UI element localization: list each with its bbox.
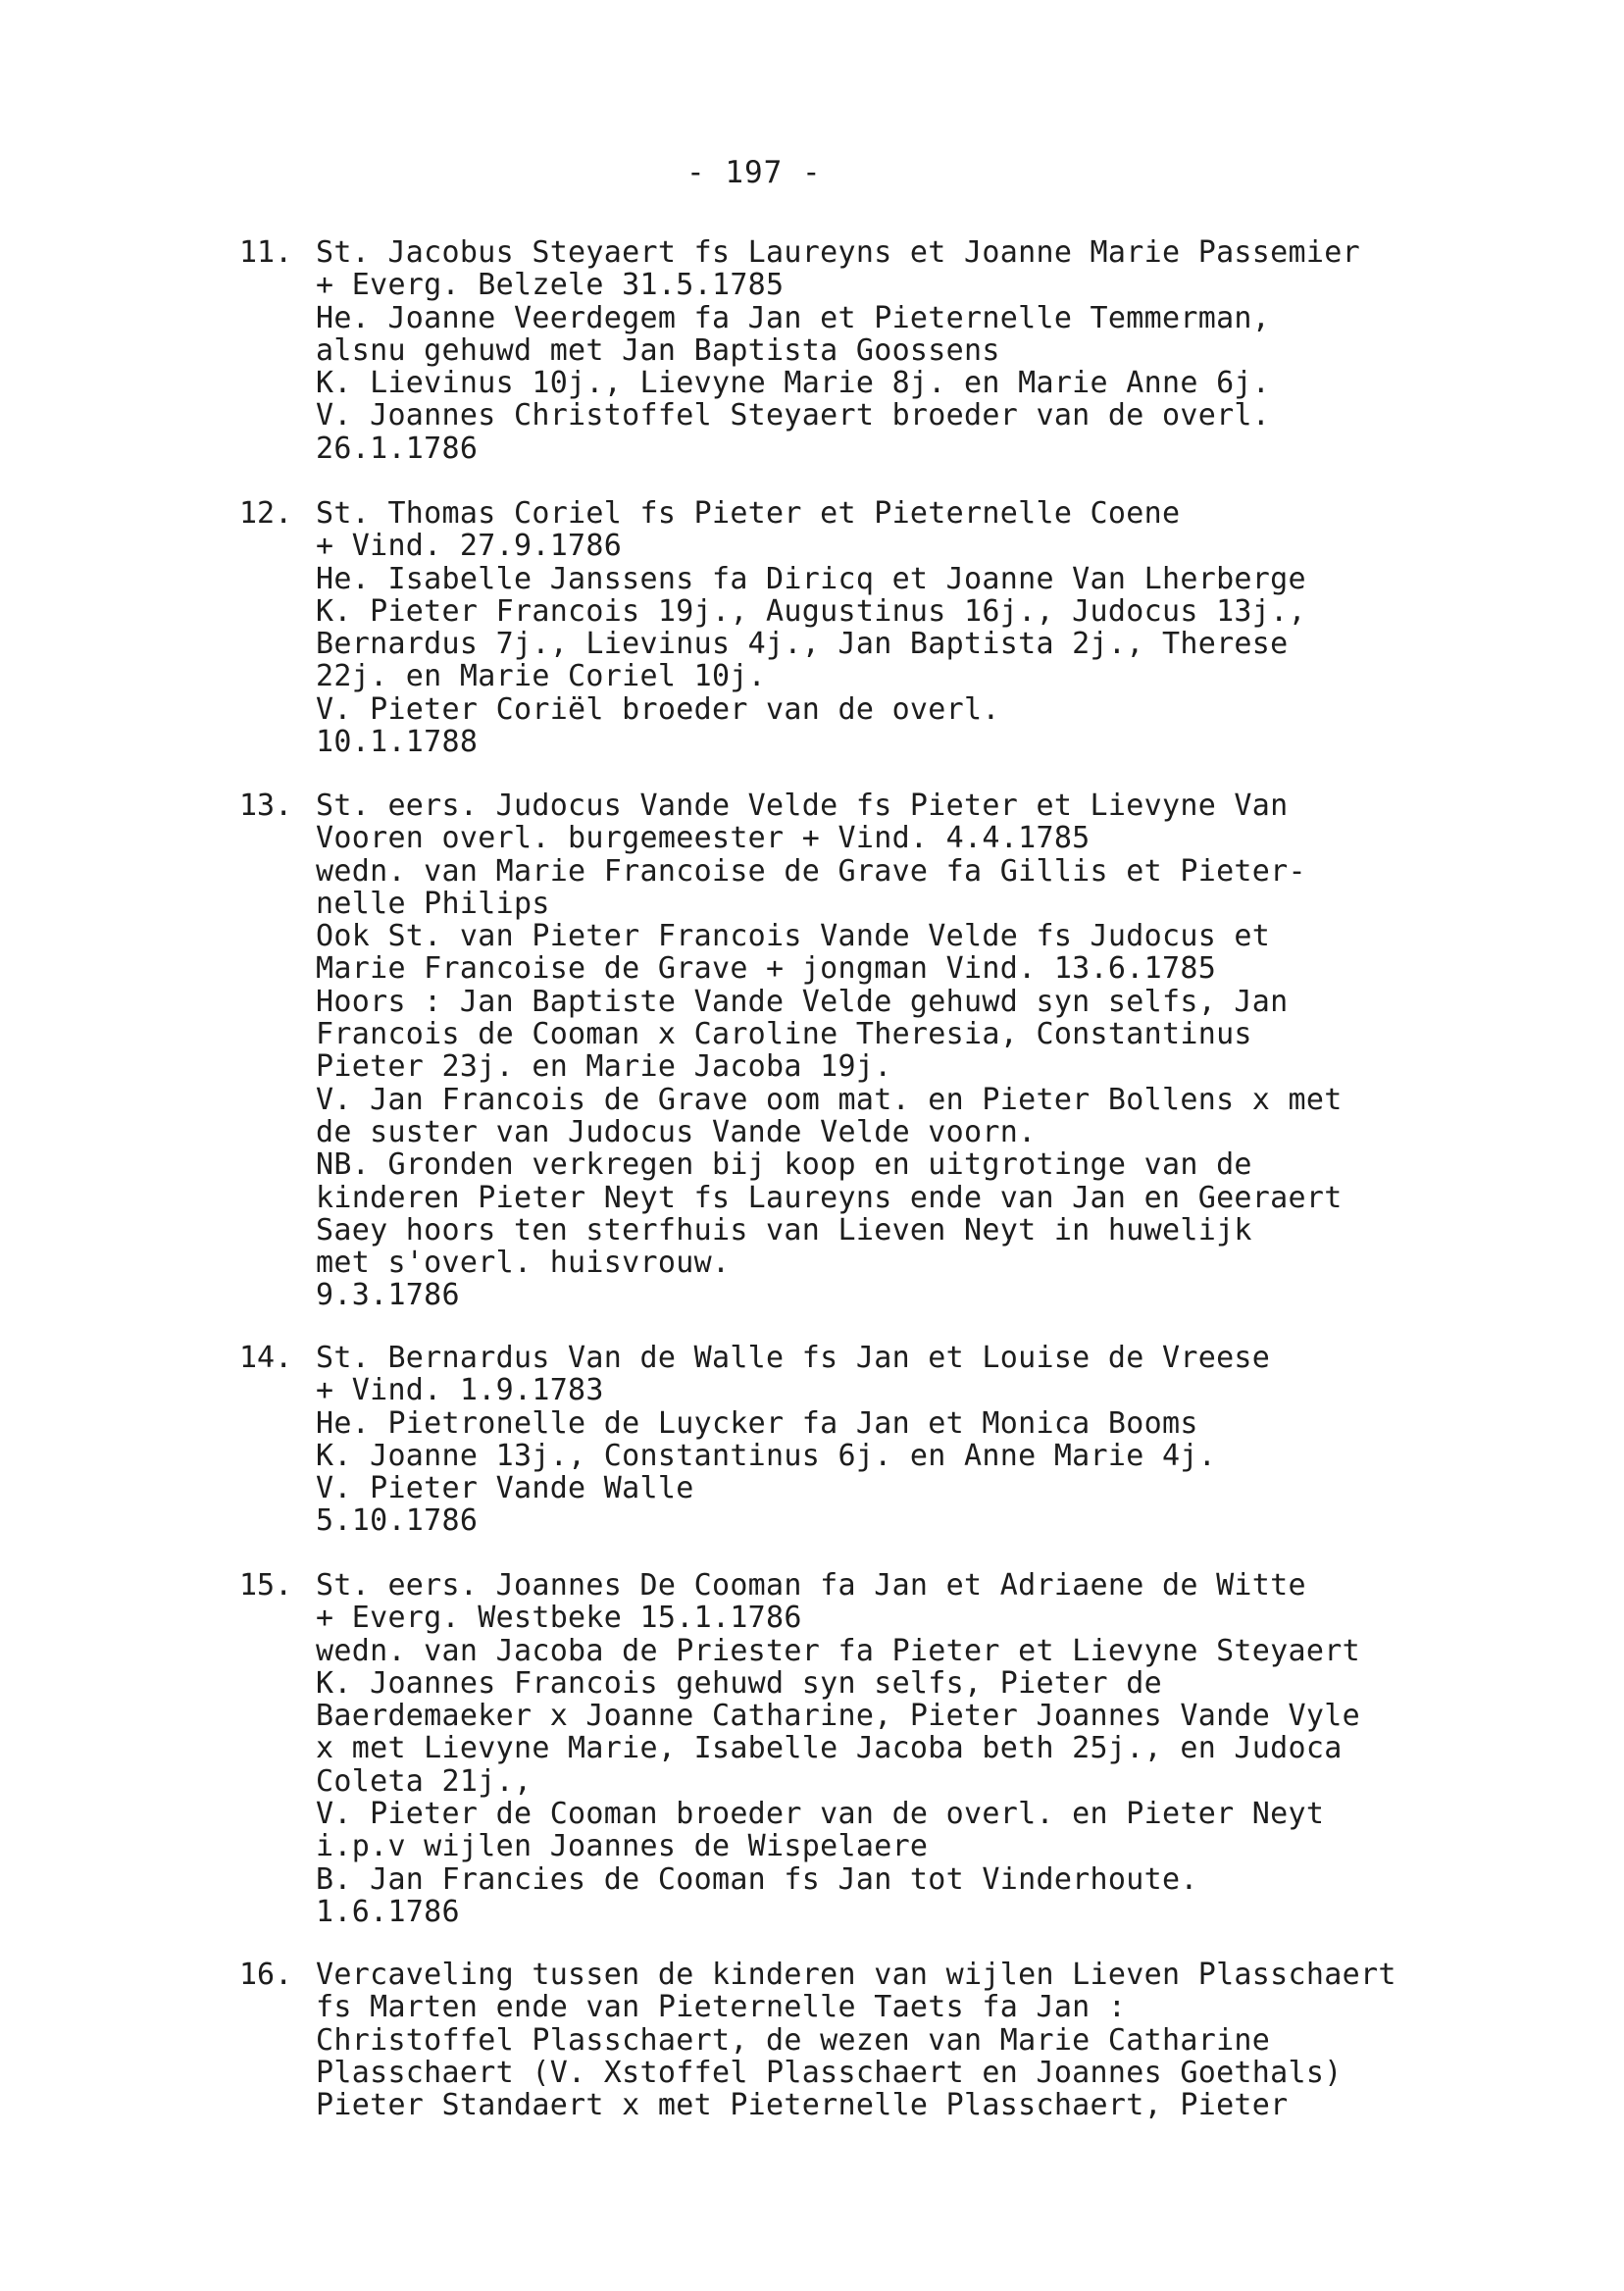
entry-date: 5.10.1786 (316, 1503, 479, 1539)
text-line: Marie Francoise de Grave + jongman Vind. 13.6.1785 (316, 951, 1217, 987)
entry-number: 11. (239, 235, 293, 270)
text-line: Francois de Cooman x Caroline Theresia, Constantinus (316, 1017, 1252, 1052)
text-line: de suster van Judocus Vande Velde voorn. (316, 1114, 1037, 1149)
text-line: V. Joannes Christoffel Steyaert broeder van de overl. (316, 398, 1271, 433)
text-line: V. Jan Francois de Grave oom mat. en Pieter Bollens x met (316, 1082, 1343, 1117)
entry-text (316, 1342, 1532, 1538)
text-line: wedn. van Jacoba de Priester fa Pieter et Lievyne Steyaert (316, 1633, 1360, 1668)
text-line: Hoors : Jan Baptiste Vande Velde gehuwd syn selfs, Jan (316, 984, 1289, 1019)
entry-number: 13. (239, 789, 293, 823)
text-line: + Vind. 1.9.1783 (316, 1373, 604, 1408)
text-line: St. Bernardus Van de Walle fs Jan et Louise de Vreese (316, 1341, 1271, 1375)
text-line: i.p.v wijlen Joannes de Wispelaere (316, 1829, 929, 1864)
text-line: + Everg. Westbeke 15.1.1786 (316, 1601, 802, 1636)
text-line: V. Pieter de Cooman broeder van de overl. en Pieter Neyt (316, 1797, 1325, 1832)
entry-text (316, 1569, 1532, 1928)
entry-text (316, 1959, 1532, 2121)
entry-date: 1.6.1786 (316, 1894, 460, 1929)
text-line: St. Jacobus Steyaert fs Laureyns et Joanne Marie Passemier (316, 235, 1360, 270)
text-line: NB. Gronden verkregen bij koop en uitgrotinge van de (316, 1147, 1252, 1183)
entry-number: 12. (239, 496, 293, 531)
text-line: St. eers. Judocus Vande Velde fs Pieter et Lievyne Van (316, 789, 1289, 823)
text-line: V. Pieter Coriël broeder van de overl. (316, 691, 1000, 727)
text-line: Pieter 23j. en Marie Jacoba 19j. (316, 1049, 892, 1085)
text-line: K. Lievinus 10j., Lievyne Marie 8j. en Marie Anne 6j. (316, 366, 1271, 401)
text-line: + Vind. 27.9.1786 (316, 529, 623, 564)
text-line: Christoffel Plasschaert, de wezen van Marie Catharine (316, 2022, 1271, 2058)
text-line: met s'overl. huisvrouw. (316, 1246, 731, 1281)
text-line: Coleta 21j., (316, 1763, 533, 1799)
text-line: Vooren overl. burgemeester + Vind. 4.4.1785 (316, 821, 1091, 856)
text-line: Saey hoors ten sterfhuis van Lieven Neyt in huwelijk (316, 1212, 1252, 1247)
text-line: St. Thomas Coriel fs Pieter et Pieternelle Coene (316, 496, 1181, 531)
text-line: Baerdemaeker x Joanne Catharine, Pieter Joannes Vande Vyle (316, 1699, 1360, 1734)
entry-text (316, 236, 1532, 465)
text-line: He. Joanne Veerdegem fa Jan et Pieternelle Temmerman, (316, 300, 1271, 335)
entry-date: 9.3.1786 (316, 1278, 460, 1313)
text-line: 22j. en Marie Coriel 10j. (316, 659, 767, 694)
text-line: fs Marten ende van Pieternelle Taets fa Jan : (316, 1990, 1127, 2025)
text-line: x met Lievyne Marie, Isabelle Jacoba beth 25j., en Judoca (316, 1731, 1343, 1766)
text-line: Pieter Standaert x met Pieternelle Plasschaert, Pieter (316, 2088, 1289, 2123)
text-line: He. Isabelle Janssens fa Diricq et Joanne Van Lherberge (316, 561, 1306, 596)
text-line: kinderen Pieter Neyt fs Laureyns ende van Jan en Geeraert (316, 1180, 1343, 1215)
entry-date: 26.1.1786 (316, 431, 479, 466)
text-line: B. Jan Francies de Cooman fs Jan tot Vinderhoute. (316, 1861, 1198, 1897)
text-line: Bernardus 7j., Lievinus 4j., Jan Baptista 2j., Therese (316, 627, 1289, 662)
entry-number: 16. (239, 1958, 293, 1992)
entry-text (316, 789, 1532, 1312)
text-line: St. eers. Joannes De Cooman fa Jan et Adriaene de Witte (316, 1568, 1306, 1603)
text-line: K. Pieter Francois 19j., Augustinus 16j., Judocus 13j., (316, 593, 1306, 629)
text-line: nelle Philips (316, 886, 550, 921)
text-line: Ook St. van Pieter Francois Vande Velde fs Judocus et (316, 919, 1271, 954)
text-line: V. Pieter Vande Walle (316, 1471, 694, 1506)
text-line: alsnu gehuwd met Jan Baptista Goossens (316, 332, 1000, 368)
entry-number: 15. (239, 1568, 293, 1603)
text-line: wedn. van Marie Francoise de Grave fa Gillis et Pieter- (316, 853, 1306, 889)
text-line: K. Joannes Francois gehuwd syn selfs, Pieter de (316, 1665, 1162, 1701)
entry-text (316, 497, 1532, 758)
text-line: He. Pietronelle de Luycker fa Jan et Monica Booms (316, 1405, 1198, 1441)
entry-date: 10.1.1788 (316, 725, 479, 760)
text-line: K. Joanne 13j., Constantinus 6j. en Anne Marie 4j. (316, 1438, 1217, 1473)
text-line: + Everg. Belzele 31.5.1785 (316, 268, 785, 303)
text-line: Vercaveling tussen de kinderen van wijlen Lieven Plasschaert (316, 1958, 1396, 1992)
entry-number: 14. (239, 1341, 293, 1375)
text-line: Plasschaert (V. Xstoffel Plasschaert en Joannes Goethals) (316, 2055, 1343, 2090)
page-number: - 197 - (686, 155, 822, 190)
